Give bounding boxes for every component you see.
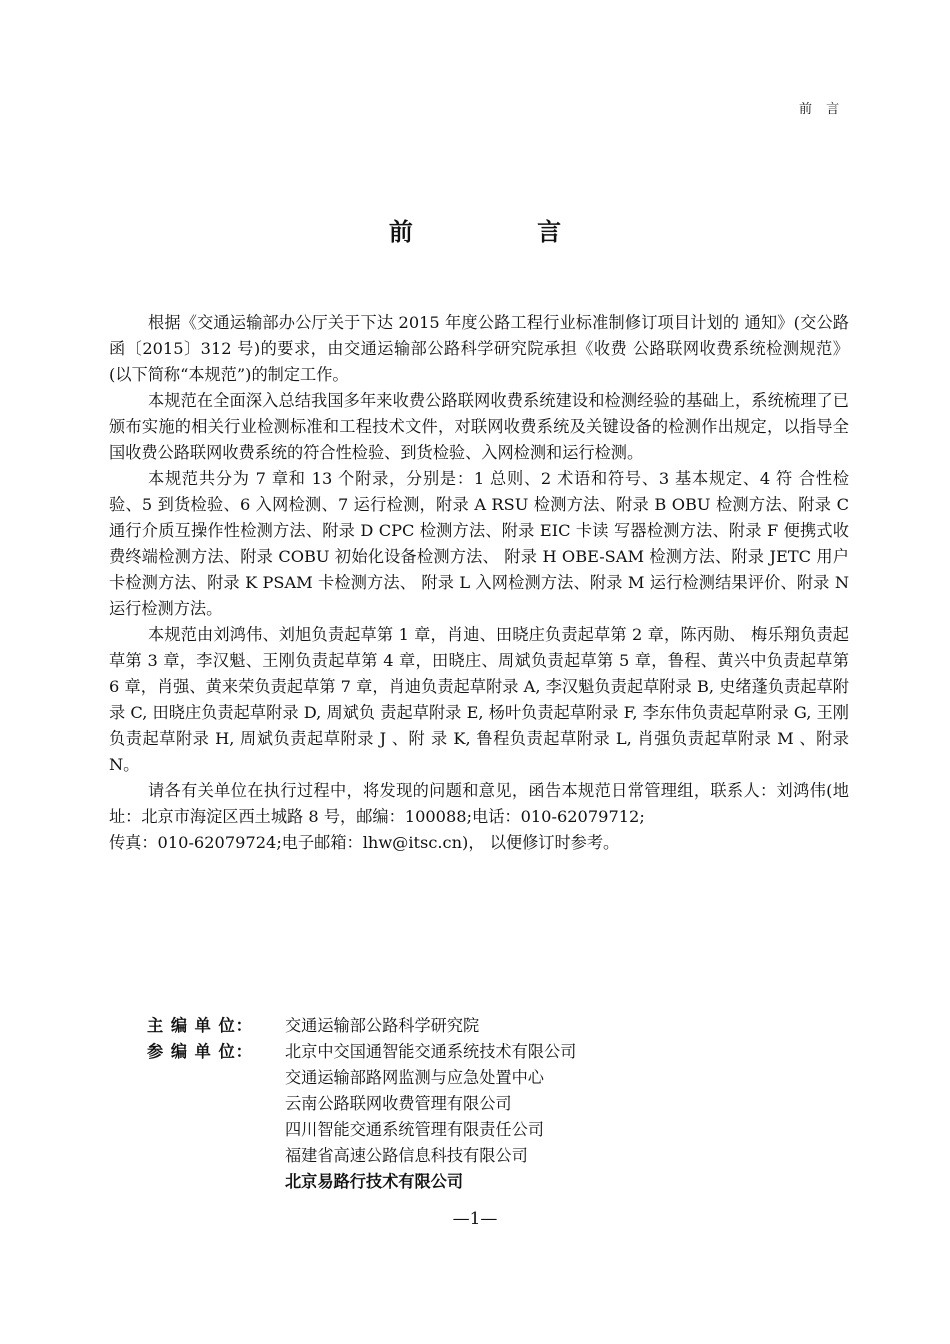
preface-body — [109, 310, 849, 856]
participant-units-row — [147, 1039, 576, 1195]
page-number: —1— — [452, 1209, 498, 1229]
participant-unit: 福建省高速公路信息科技有限公司 — [285, 1146, 528, 1165]
participant-unit: 北京中交国通智能交通系统技术有限公司 — [285, 1042, 577, 1061]
chief-unit-name: 交通运输部公路科学研究院 — [285, 1016, 480, 1035]
paragraph-structure: 本规范共分为 7 章和 13 个附录，分别是：1 总则、2 术语和符号、3 基本规定、4 符 合性检验、5 到货检验、6 入网检测、7 运行检测，附录 A RSU 检测方法、附录 B OBU 检测方法、附录 C 通行介质互操作性检测方法、附录 D CPC 检测方法、附录 EIC 卡读 写器检测方法、附录 F 便携式收费终端检测方法、附录 COBU 初始化设备检测方法、 附录 H OBE-SAM 检测方法、附录 JETC 用户卡检测方法、附录 K PSAM 卡检测方法、 附录 L 入网检测方法、附录 M 运行检测结果评价、附录 N 运行检测方法。 — [109, 469, 849, 618]
page-title: 前 言 — [388, 217, 620, 246]
participant-unit-label: 参 编 单 位： — [147, 1042, 253, 1061]
participant-unit: 四川智能交通系统管理有限责任公司 — [285, 1120, 544, 1139]
drafting-units — [147, 1013, 576, 1195]
running-header: 前 言 — [799, 102, 845, 117]
paragraph-basis: 根据《交通运输部办公厅关于下达 2015 年度公路工程行业标准制修订项目计划的 通知》(交公路函〔2015〕312 号)的要求，由交通运输部公路科学研究院承担《收费 公路联网收费系统检测规范》(以下简称“本规范”)的制定工作。 — [109, 313, 849, 384]
paragraph-purpose: 本规范在全面深入总结我国多年来收费公路联网收费系统建设和检测经验的基础上，系统梳理了已颁布实施的相关行业检测标准和工程技术文件，对联网收费系统及关键设备的检测作出规定，以指导全国收费公路联网收费系统的符合性检验、到货检验、入网检测和运行检测。 — [109, 391, 849, 462]
participant-unit-list — [285, 1039, 576, 1195]
paragraph-contact: 请各有关单位在执行过程中，将发现的问题和意见，函告本规范日常管理组，联系人：刘鸿伟(地址：北京市海淀区西土城路 8 号，邮编：100088;电话：010-62079712; — [109, 781, 849, 826]
paragraph-authors: 本规范由刘鸿伟、刘旭负责起草第 1 章，肖迪、田晓庄负责起草第 2 章，陈丙勋、 梅乐翔负责起草第 3 章，李汉魁、王刚负责起草第 4 章，田晓庄、周斌负责起草第 5 章，鲁程、黄兴中负责起草第 6 章，肖强、黄来荣负责起草第 7 章，肖迪负责起草附录 A, 李汉魁负责起草附录 B, 史绪蓬负责起草附录 C, 田晓庄负责起草附录 D, 周斌负 责起草附录 E, 杨叶负责起草附录 F, 李东伟负责起草附录 G, 王刚负责起草附录 H, 周斌负责起草附录 J 、附 录 K, 鲁程负责起草附录 L, 肖强负责起草附录 M 、附录 N。 — [109, 625, 849, 774]
paragraph-fax-email: 传真：010-62079724;电子邮箱：lhw@itsc.cn)， 以便修订时参考。 — [109, 833, 620, 852]
chief-unit-row — [147, 1013, 576, 1039]
participant-unit: 北京易路行技术有限公司 — [285, 1172, 464, 1191]
participant-unit: 云南公路联网收费管理有限公司 — [285, 1094, 512, 1113]
chief-unit-label: 主 编 单 位： — [147, 1016, 253, 1035]
participant-unit: 交通运输部路网监测与应急处置中心 — [285, 1068, 544, 1087]
